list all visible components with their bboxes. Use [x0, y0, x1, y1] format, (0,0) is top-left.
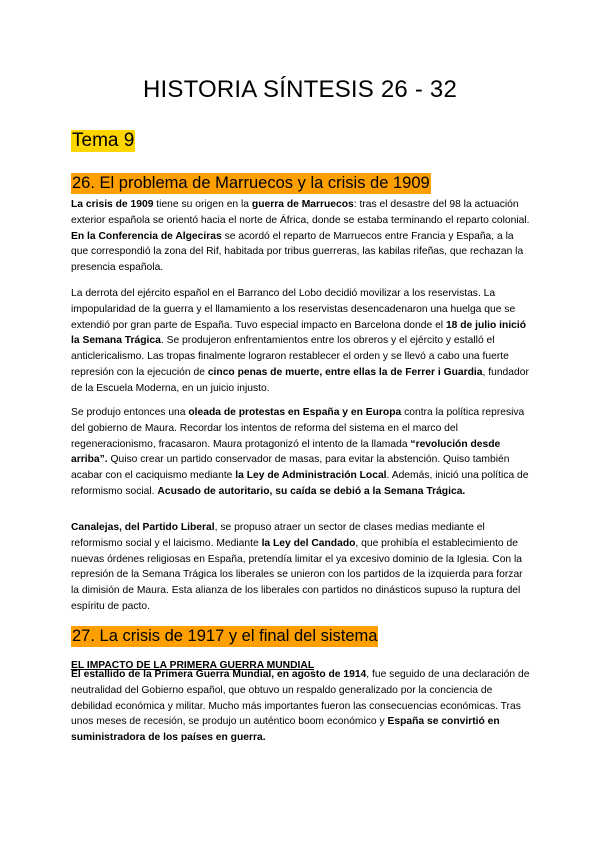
section-27-heading: 27. La crisis de 1917 y el final del sistema [72, 627, 378, 645]
section-26-paragraph-1: La crisis de 1909 tiene su origen en la guerra de Marruecos: tras el desastre del 98 la actuación exterior española se orientó hacia el norte de África, donde se estaba terminando el reparto colonial. En la Conferencia de Algeciras se acordó el reparto de Marruecos entre Francia y España, a la que correspondió la zona del Rif, habitada por tribus guerreras, las kabilas rifeñas, que rechazan la presencia española. [71, 199, 530, 274]
section-26-heading: 26. El problema de Marruecos y la crisis de 1909 [72, 174, 430, 192]
tema-label: Tema 9 [72, 130, 135, 151]
section-26-paragraph-4: Canalejas, del Partido Liberal, se propuso atraer un sector de clases medias mediante el reformismo social y el laicismo. Mediante la Ley del Candado, que prohibía el establecimiento de nuevas órdenes religiosas en España, pretendía limitar el ya excesivo dominio de la Iglesia. Con la represión de la Semana Trágica los liberales se unieron con los partidos de la izquierda para forzar la dimisión de Maura. Esta alianza de los liberales con partidos no dinásticos supuso la ruptura del espíritu de pacto. [71, 522, 523, 612]
section-27-paragraph-1: El estallido de la Primera Guerra Mundial, en agosto de 1914, fue seguido de una declaración de neutralidad del Gobierno español, que obtuvo un respaldo generalizado por la conciencia de debilidad económica y militar. Mucho más importantes fueron las consecuencias económicas. Tras unos meses de recesión, se produjo un auténtico boom económico y España se convirtió en suministradora de los países en guerra. [71, 669, 530, 744]
document-title: HISTORIA SÍNTESIS 26 - 32 [143, 76, 457, 103]
section-26-paragraph-3: Se produjo entonces una oleada de protestas en España y en Europa contra la política represiva del gobierno de Maura. Recordar los intentos de reforma del sistema en el marco del regeneracionismo, fracasaron. Maura protagonizó el intento de la llamada “revolución desde arriba”. Quiso crear un partido conservador de masas, para evitar la abstención. Quiso también acabar con el caciquismo mediante la Ley de Administración Local. Además, inició una política de reformismo social. Acusado de autoritario, su caída se debió a la Semana Trágica. [71, 407, 529, 497]
section-27-subheading: EL IMPACTO DE LA PRIMERA GUERRA MUNDIAL [71, 660, 315, 671]
section-26-paragraph-2: La derrota del ejército español en el Barranco del Lobo decidió movilizar a los reservistas. La impopularidad de la guerra y el llamamiento a los reservistas desencadenaron una huelga que se extendió por gran parte de España. Tuvo especial impacto en Barcelona donde el 18 de julio inició la Semana Trágica. Se produjeron enfrentamientos entre los obreros y el ejército y estalló el anticlericalismo. Las tropas finalmente lograron restablecer el orden y se llevó a cabo una fuerte represión con la ejecución de cinco penas de muerte, entre ellas la de Ferrer i Guardia, fundador de la Escuela Moderna, en un juicio injusto. [71, 288, 529, 394]
